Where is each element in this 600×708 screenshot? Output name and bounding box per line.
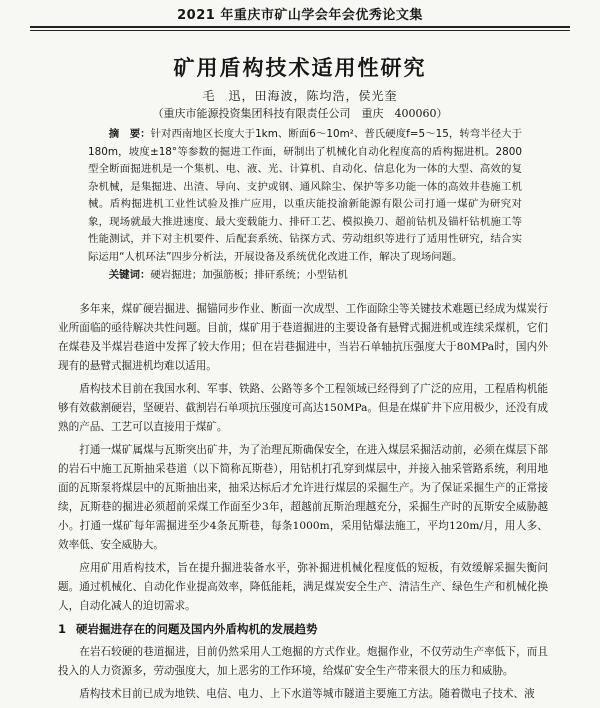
header-rule-thin — [30, 30, 570, 31]
section-heading — [58, 620, 548, 639]
paragraph: 盾构技术目前在我国水利、军事、铁路、公路等多个工程领域已经得到了广泛的应用，工程盾构机能够有效截割硬岩，坚硬岩、截割岩石单项抗压强度可高达150MPa。但是在煤矿井下应用极少，还没有成熟的产品、工艺可以直接用于煤矿。 — [58, 383, 548, 433]
keywords-text: 硬岩掘进；加强筋板；排矸系统；小型钻机 — [150, 269, 348, 281]
abstract-label: 摘 要： — [108, 128, 151, 140]
abstract-text: 针对西南地区长度大于1km、断面6～10m²、普氏硬度f=5～15，转弯半径大于180m，坡度±18°等参数的掘进工作面，研制出了机械化自动化程度高的盾构掘进机。2800型全断面掘进机是一个集机、电、液、光、计算机、自动化、信息化为一体的大型、高效的复杂机械，是集掘进、出渣、导向、支护或钢、通风除尘、保护等多功能一体的高效井巷施工机械。盾构掘进机工业性试验及推广应用，以重庆能投渝新能源有限公司打通一煤矿为研究对象，现场就最大推进速度、最大变载能力、排矸工艺、模拟换刀、超前钻机及锚杆钻机施工等性能测试，并下对主机要件、后配套系统、钻探方式、劳动组织等进行了适用性研究，结合实际运用“人机环法”四步分析法，开展设备及系统优化改进工作，解决了现场问题。 — [88, 128, 522, 263]
paragraph: 在岩石较硬的巷道掘进，目前仍然采用人工炮掘的方式作业。炮掘作业，不仅劳动生产率低下，而且投入的人力资源多，劳动强度大，加上恶劣的工作环境，给煤矿安全生产带来很大的压力和威胁。 — [58, 646, 548, 677]
body-text — [58, 300, 548, 708]
header-rule-thick — [30, 26, 570, 28]
running-header: 2021 年重庆市矿山学会年会优秀论文集 — [177, 8, 423, 23]
section-title: 硬岩掘进存在的问题及国内外盾构机的发展趋势 — [76, 622, 318, 636]
paper-title: 矿用盾构技术适用性研究 — [173, 56, 427, 80]
paragraph: 盾构技术目前已成为地铁、电信、电力、上下水道等城市隧道主要施工方法。随着微电子技术、液 — [79, 688, 535, 700]
keywords-label: 关键词： — [108, 269, 151, 281]
affiliation: （重庆市能源投资集团科技有限责任公司 重庆 400060） — [152, 107, 448, 120]
keywords — [88, 267, 522, 285]
paragraph: 应用矿用盾构技术，旨在提升掘进装备水平，弥补掘进机械化程度低的短板，有效缓解采掘失衡问题。通过机械化、自动化作业提高效率，降低能耗，满足煤炭安全生产、清洁生产、绿色生产和机械化换人，自动化减人的迫切需求。 — [58, 562, 548, 612]
section-number: 1 — [58, 622, 67, 636]
abstract — [88, 126, 522, 266]
authors: 毛 迅，田海波，陈均浩，侯光奎 — [202, 89, 398, 103]
paragraph: 打通一煤矿属煤与瓦斯突出矿井，为了治理瓦斯确保安全，在进入煤层采掘活动前，必须在煤层下部的岩石中施工瓦斯抽采巷道（以下简称瓦斯巷），用钻机打孔穿到煤层中，并接入抽采管路系统，利用地面的瓦斯泵将煤层中的瓦斯抽出来，抽采达标后才允许进行煤层的采掘生产。为了保证采掘生产的正常接续，瓦斯巷的掘进必须超前采煤工作面至少3年，超越前瓦斯治理越充分，采掘生产时的瓦斯安全威胁越小。打通一煤矿每年需掘进至少4条瓦斯巷，每条1000m，采用钻爆法施工，平均120m/月，用人多、效率低、安全威胁大。 — [58, 444, 548, 551]
paragraph: 多年来，煤矿硬岩掘进、掘锚同步作业、断面一次成型、工作面除尘等关键技术难题已经成为煤炭行业所面临的亟待解决共性问题。目前，煤矿用于巷道掘进的主要设备有悬臂式掘进机或连续采煤机，它们在煤巷及半煤岩巷道中发挥了较大作用；但在岩巷掘进中，当岩石单轴抗压强度大于80MPa时，国内外现有的悬臂式掘进机均难以适用。 — [58, 303, 548, 372]
